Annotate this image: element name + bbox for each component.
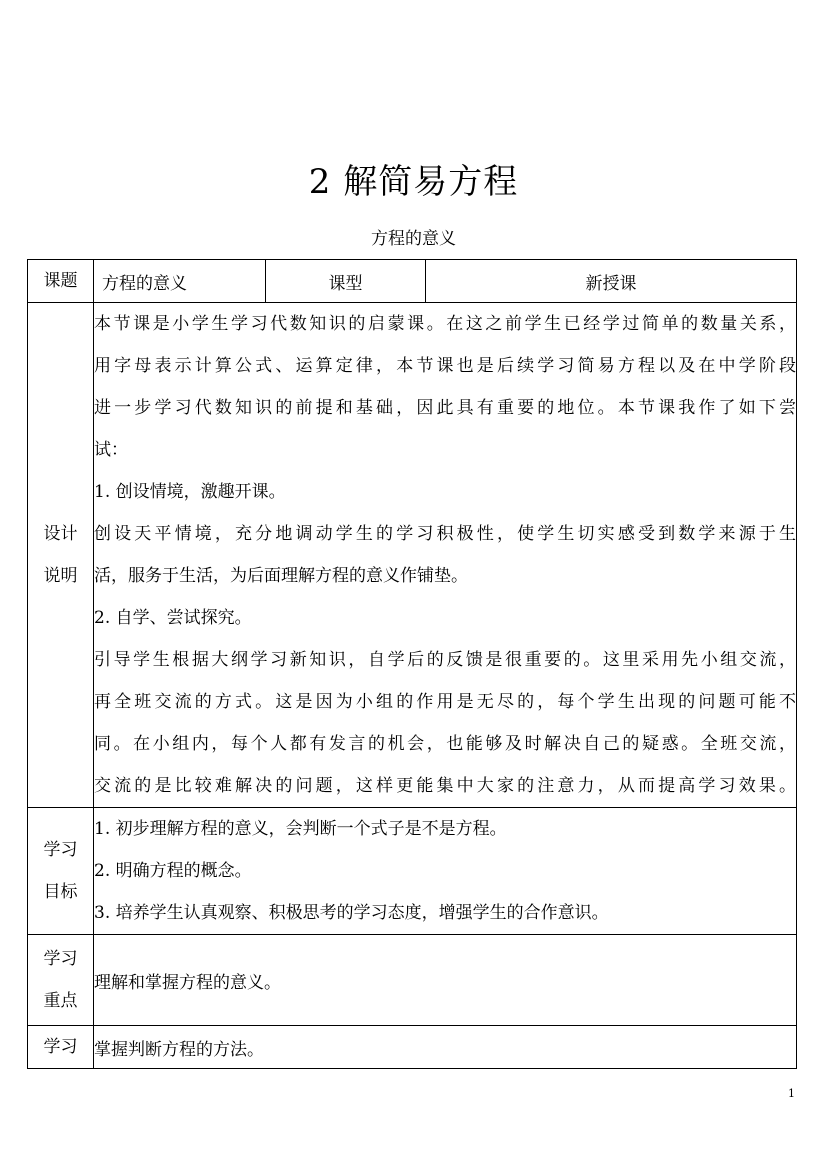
design-line: 用字母表示计算公式、运算定律，本节课也是后续学习简易方程以及在中学阶段: [94, 356, 796, 376]
design-line: 同。在小组内，每个人都有发言的机会，也能够及时解决自己的疑惑。全班交流，: [94, 734, 796, 754]
design-label-line: 说明: [43, 566, 78, 586]
goals-content: [94, 808, 797, 935]
design-line: 创设天平情境，充分地调动学生的学习积极性，使学生切实感受到数学来源于生: [94, 524, 796, 544]
type-label: 课型: [266, 260, 426, 303]
difficulty-row: [28, 1026, 797, 1069]
goals-row: [28, 808, 797, 935]
design-content: [94, 303, 797, 808]
design-line: 引导学生根据大纲学习新知识，自学后的反馈是很重要的。这里采用先小组交流，: [94, 650, 796, 670]
design-line: 进一步学习代数知识的前提和基础，因此具有重要的地位。本节课我作了如下尝: [94, 398, 796, 418]
goals-label-line: 目标: [43, 882, 78, 902]
topic-value: 方程的意义: [94, 260, 266, 303]
difficulty-label-line: 学习: [43, 1037, 78, 1057]
difficulty-label: [28, 1026, 94, 1069]
difficulty-content: 掌握判断方程的方法。: [94, 1026, 797, 1069]
design-line: 本节课是小学生学习代数知识的启蒙课。在这之前学生已经学过简单的数量关系，: [94, 314, 796, 334]
design-label-line: 设计: [43, 524, 78, 544]
document-title: 2 解简易方程: [308, 162, 519, 202]
lesson-plan-table: [27, 259, 797, 1069]
design-line: 试：: [94, 440, 128, 460]
focus-label-line: 学习: [43, 949, 78, 969]
design-line: 活，服务于生活，为后面理解方程的意义作铺垫。: [94, 566, 468, 586]
page-number: 1: [788, 1087, 795, 1100]
header-row: [28, 260, 797, 303]
focus-row: [28, 935, 797, 1026]
topic-label: 课题: [28, 260, 94, 303]
design-label: [28, 303, 94, 808]
goal-line: 1. 初步理解方程的意义，会判断一个式子是不是方程。: [94, 819, 507, 839]
type-value: 新授课: [426, 260, 797, 303]
design-row: [28, 303, 797, 808]
design-line: 再全班交流的方式。这是因为小组的作用是无尽的，每个学生出现的问题可能不: [94, 692, 796, 712]
goals-label-line: 学习: [43, 840, 78, 860]
goals-label: [28, 808, 94, 935]
design-line: 1. 创设情境，激趣开课。: [94, 482, 286, 502]
focus-label: [28, 935, 94, 1026]
focus-content: 理解和掌握方程的意义。: [94, 935, 797, 1026]
goal-line: 2. 明确方程的概念。: [94, 861, 252, 881]
document-subtitle: 方程的意义: [371, 229, 456, 249]
design-line: 2. 自学、尝试探究。: [94, 608, 252, 628]
focus-label-line: 重点: [43, 991, 78, 1011]
design-line: 交流的是比较难解决的问题，这样更能集中大家的注意力，从而提高学习效果。: [94, 776, 796, 796]
goal-line: 3. 培养学生认真观察、积极思考的学习态度，增强学生的合作意识。: [94, 903, 609, 923]
